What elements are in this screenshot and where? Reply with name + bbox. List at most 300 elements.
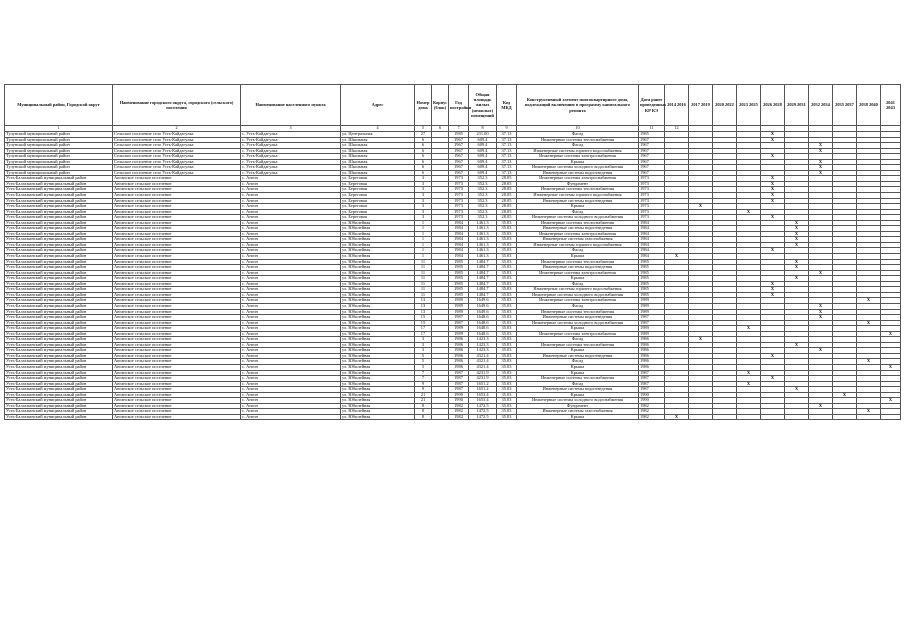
cell-element: Крыша xyxy=(517,364,639,370)
cell-locality: с. Ангон xyxy=(241,270,341,276)
cell-house: 21 xyxy=(415,392,432,398)
cell-settlement: Анганское сельское поселение xyxy=(113,359,241,365)
period-mark: X xyxy=(785,276,809,282)
cell-code: 35.03 xyxy=(497,281,517,287)
cell-element: Инженерные системы горячего водоснабжения xyxy=(517,287,639,293)
cell-year: 1985 xyxy=(449,287,469,293)
cell-year: 1982 xyxy=(449,409,469,415)
cell-date: 1984 xyxy=(639,248,665,254)
cell-date: 1989 xyxy=(639,331,665,337)
cell-street: ул. Юбилейная xyxy=(341,370,415,376)
cell-district: Тулунский муниципальный район xyxy=(5,137,113,143)
cell-code: 35.03 xyxy=(497,265,517,271)
cell-code: 35.03 xyxy=(497,376,517,382)
cell-street: ул. Юбилейная xyxy=(341,242,415,248)
cell-area: 1648.6 xyxy=(469,315,497,321)
cell-district: Усть-Балахманский муниципальный район xyxy=(5,315,113,321)
cell-area: 1484.7 xyxy=(469,281,497,287)
cell-locality: с. Ангон xyxy=(241,181,341,187)
cell-house: 3 xyxy=(415,209,432,215)
period-mark: X xyxy=(785,265,809,271)
cell-year: 1984 xyxy=(449,254,469,260)
cell-element: Крыша xyxy=(517,326,639,332)
cell-house: 3 xyxy=(415,337,432,343)
cell-locality: с. Усть-Кайдагулка xyxy=(241,154,341,160)
period-mark: X xyxy=(689,337,713,343)
cell-date: 1973 xyxy=(639,181,665,187)
cell-district: Усть-Балахманский муниципальный район xyxy=(5,254,113,260)
cell-year: 1986 xyxy=(449,337,469,343)
cell-date: 1987 xyxy=(639,320,665,326)
cell-element: Крыша xyxy=(517,276,639,282)
cell-element: Инженерные системы теплоснабжения xyxy=(517,342,639,348)
cell-element: Инженерные системы холодного водоснабжения xyxy=(517,215,639,221)
period-mark: X xyxy=(761,176,785,182)
period-mark xyxy=(857,414,881,420)
cell-area: 231.00 xyxy=(469,132,497,138)
cell-settlement: Сельское поселение село Усть-Кайдагулка xyxy=(113,170,241,176)
cell-street: ул. Юбилейная xyxy=(341,359,415,365)
cell-date: 1989 xyxy=(639,303,665,309)
period-mark: X xyxy=(761,287,785,293)
cell-code: 28.05 xyxy=(497,181,517,187)
cell-street: ул. Школьная xyxy=(341,170,415,176)
cell-settlement: Анганское сельское поселение xyxy=(113,226,241,232)
cell-locality: с. Ангон xyxy=(241,331,341,337)
cell-area: 609.4 xyxy=(469,170,497,176)
cell-street: ул. Юбилейная xyxy=(341,342,415,348)
cell-district: Усть-Балахманский муниципальный район xyxy=(5,342,113,348)
period-mark: X xyxy=(689,204,713,210)
cell-area: 609.4 xyxy=(469,159,497,165)
cell-area: 1484.7 xyxy=(469,276,497,282)
cell-house: 1 xyxy=(415,237,432,243)
capital-repair-table xyxy=(4,84,901,420)
cell-code: 35.03 xyxy=(497,387,517,393)
cell-house: 9 xyxy=(415,381,432,387)
cell-year: 1990 xyxy=(449,392,469,398)
cell-date: 1985 xyxy=(639,287,665,293)
cell-district: Усть-Балахманский муниципальный район xyxy=(5,370,113,376)
cell-element: Фундамент xyxy=(517,403,639,409)
cell-street: ул. Школьная xyxy=(341,154,415,160)
cell-house: 27 xyxy=(415,132,432,138)
cell-street: ул. Юбилейная xyxy=(341,220,415,226)
cell-area: 1648.6 xyxy=(469,331,497,337)
cell-street: ул. Юбилейная xyxy=(341,348,415,354)
cell-area: 1649.6 xyxy=(469,309,497,315)
cell-code: 37.13 xyxy=(497,137,517,143)
period-mark xyxy=(761,414,785,420)
cell-house: 7 xyxy=(415,376,432,382)
cell-locality: с. Усть-Кайдагулка xyxy=(241,132,341,138)
cell-house: 6 xyxy=(415,159,432,165)
cell-element: Крыша xyxy=(517,348,639,354)
cell-area: 1423.3 xyxy=(469,337,497,343)
column-number: 9 xyxy=(497,126,517,132)
period-mark: X xyxy=(809,148,833,154)
column-number: 2 xyxy=(113,126,241,132)
cell-street: ул. Юбилейная xyxy=(341,364,415,370)
cell-code: 28.05 xyxy=(497,176,517,182)
cell-locality: с. Ангон xyxy=(241,376,341,382)
cell-date: 1987 xyxy=(639,381,665,387)
cell-street: ул. Школьная xyxy=(341,148,415,154)
cell-code: 35.03 xyxy=(497,315,517,321)
cell-element: Инженерные системы электроснабжения xyxy=(517,176,639,182)
cell-settlement: Анганское сельское поселение xyxy=(113,193,241,199)
cell-street: ул. Береговая xyxy=(341,176,415,182)
cell-year: 1987 xyxy=(449,387,469,393)
cell-house: 6 xyxy=(415,165,432,171)
period-mark xyxy=(689,414,713,420)
cell-district: Усть-Балахманский муниципальный район xyxy=(5,409,113,415)
cell-house: 3 xyxy=(415,193,432,199)
cell-house: 17 xyxy=(415,326,432,332)
cell-date: 1973 xyxy=(639,215,665,221)
cell-settlement: Анганское сельское поселение xyxy=(113,187,241,193)
cell-house: 11 xyxy=(415,265,432,271)
cell-locality: с. Ангон xyxy=(241,287,341,293)
period-mark: X xyxy=(857,298,881,304)
cell-area: 352.3 xyxy=(469,209,497,215)
cell-house: 3 xyxy=(415,181,432,187)
cell-year: 1985 xyxy=(449,281,469,287)
cell-year: 1986 xyxy=(449,353,469,359)
table-body xyxy=(5,126,901,420)
cell-element: Крыша xyxy=(517,370,639,376)
cell-year: 1967 xyxy=(449,159,469,165)
cell-district: Усть-Балахманский муниципальный район xyxy=(5,387,113,393)
cell-area: 1423.3 xyxy=(469,348,497,354)
cell-street: ул. Юбилейная xyxy=(341,315,415,321)
cell-code: 35.03 xyxy=(497,292,517,298)
cell-date: 1989 xyxy=(639,298,665,304)
cell-year: 1989 xyxy=(449,326,469,332)
cell-house: 3 xyxy=(415,348,432,354)
cell-code: 28.05 xyxy=(497,187,517,193)
cell-district: Усть-Балахманский муниципальный район xyxy=(5,326,113,332)
cell-year: 1984 xyxy=(449,220,469,226)
period-mark: X xyxy=(761,353,785,359)
cell-house: 11 xyxy=(415,276,432,282)
cell-code: 35.03 xyxy=(497,359,517,365)
cell-area: 1484.7 xyxy=(469,287,497,293)
cell-element: Инженерные системы водоотведения xyxy=(517,353,639,359)
cell-settlement: Анганское сельское поселение xyxy=(113,281,241,287)
column-header: Муниципальный район, Городской округ xyxy=(5,85,113,126)
cell-settlement: Анганское сельское поселение xyxy=(113,204,241,210)
cell-locality: с. Ангон xyxy=(241,259,341,265)
cell-settlement: Анганское сельское поселение xyxy=(113,237,241,243)
cell-district: Усть-Балахманский муниципальный район xyxy=(5,198,113,204)
cell-locality: с. Ангон xyxy=(241,276,341,282)
cell-date: 1986 xyxy=(639,337,665,343)
cell-locality: с. Ангон xyxy=(241,392,341,398)
cell-year: 1985 xyxy=(449,276,469,282)
cell-area: 1461.3 xyxy=(469,220,497,226)
cell-area: 1649.6 xyxy=(469,303,497,309)
cell-district: Усть-Балахманский муниципальный район xyxy=(5,187,113,193)
cell-code: 35.03 xyxy=(497,270,517,276)
cell-year: 1985 xyxy=(449,270,469,276)
cell-element: Крыша xyxy=(517,159,639,165)
cell-code: 35.03 xyxy=(497,392,517,398)
cell-locality: с. Ангон xyxy=(241,359,341,365)
cell-house: 8 xyxy=(415,414,432,420)
cell-street: ул. Юбилейная xyxy=(341,320,415,326)
cell-settlement: Анганское сельское поселение xyxy=(113,276,241,282)
period-mark: X xyxy=(737,209,761,215)
column-header: Корпус (блок) xyxy=(432,85,449,126)
cell-district: Усть-Балахманский муниципальный район xyxy=(5,398,113,404)
cell-element: Инженерные системы электроснабжения xyxy=(517,331,639,337)
cell-street: ул. Береговая xyxy=(341,198,415,204)
cell-house: 6 xyxy=(415,154,432,160)
cell-code: 35.03 xyxy=(497,220,517,226)
column-number: 1 xyxy=(5,126,113,132)
cell-year: 1989 xyxy=(449,303,469,309)
cell-settlement: Анганское сельское поселение xyxy=(113,387,241,393)
cell-street: ул. Школьная xyxy=(341,165,415,171)
cell-area: 352.3 xyxy=(469,198,497,204)
cell-date: 1985 xyxy=(639,276,665,282)
cell-area: 609.4 xyxy=(469,165,497,171)
cell-locality: с. Ангон xyxy=(241,176,341,182)
period-mark xyxy=(833,414,857,420)
cell-house: 1 xyxy=(415,242,432,248)
cell-element: Инженерные системы теплоснабжения xyxy=(517,187,639,193)
cell-district: Усть-Балахманский муниципальный район xyxy=(5,287,113,293)
cell-house: 11 xyxy=(415,259,432,265)
cell-house: 11 xyxy=(415,292,432,298)
cell-settlement: Анганское сельское поселение xyxy=(113,220,241,226)
capital-repair-register-sheet xyxy=(4,84,900,420)
cell-year: 1987 xyxy=(449,320,469,326)
cell-code: 37.13 xyxy=(497,170,517,176)
cell-district: Усть-Балахманский муниципальный район xyxy=(5,209,113,215)
cell-element: Инженерные системы водоотведения xyxy=(517,226,639,232)
cell-date: 1986 xyxy=(639,364,665,370)
cell-year: 1973 xyxy=(449,204,469,210)
cell-code: 35.03 xyxy=(497,403,517,409)
cell-date: 1967 xyxy=(639,159,665,165)
cell-date: 1984 xyxy=(639,226,665,232)
cell-code: 35.03 xyxy=(497,331,517,337)
cell-element: Инженерные системы электроснабжения xyxy=(517,231,639,237)
cell-street: ул. Береговая xyxy=(341,181,415,187)
cell-street: ул. Центральная xyxy=(341,132,415,138)
cell-locality: с. Ангон xyxy=(241,409,341,415)
cell-code: 28.05 xyxy=(497,193,517,199)
cell-street: ул. Юбилейная xyxy=(341,259,415,265)
cell-house: 17 xyxy=(415,331,432,337)
cell-district: Усть-Балахманский муниципальный район xyxy=(5,215,113,221)
cell-settlement: Анганское сельское поселение xyxy=(113,381,241,387)
cell-house: 5 xyxy=(415,353,432,359)
column-header: 2026 2028 xyxy=(761,85,785,126)
cell-district: Усть-Балахманский муниципальный район xyxy=(5,259,113,265)
cell-code: 35.03 xyxy=(497,309,517,315)
period-mark: X xyxy=(761,292,785,298)
cell-locality: с. Ангон xyxy=(241,298,341,304)
cell-element: Инженерные системы теплоснабжения xyxy=(517,220,639,226)
period-mark: X xyxy=(809,270,833,276)
period-mark: X xyxy=(761,187,785,193)
period-mark: X xyxy=(761,137,785,143)
cell-year: 1985 xyxy=(449,132,469,138)
cell-year: 1967 xyxy=(449,170,469,176)
cell-area: 1461.3 xyxy=(469,248,497,254)
cell-street: ул. Юбилейная xyxy=(341,309,415,315)
cell-locality: с. Ангон xyxy=(241,254,341,260)
cell-street: ул. Юбилейная xyxy=(341,331,415,337)
cell-house: 13 xyxy=(415,309,432,315)
cell-settlement: Анганское сельское поселение xyxy=(113,270,241,276)
cell-district: Усть-Балахманский муниципальный район xyxy=(5,276,113,282)
period-mark: X xyxy=(857,409,881,415)
cell-settlement: Анганское сельское поселение xyxy=(113,298,241,304)
cell-element: Фасад xyxy=(517,381,639,387)
table-row xyxy=(5,414,901,420)
column-header: 2035 2037 xyxy=(833,85,857,126)
cell-element: Инженерные системы электроснабжения xyxy=(517,298,639,304)
cell-code: 37.13 xyxy=(497,154,517,160)
cell-element: Инженерные системы холодного водоснабжения xyxy=(517,165,639,171)
cell-year: 1973 xyxy=(449,198,469,204)
cell-date: 1986 xyxy=(639,348,665,354)
cell-settlement: Анганское сельское поселение xyxy=(113,248,241,254)
cell-district: Усть-Балахманский муниципальный район xyxy=(5,270,113,276)
cell-date: 1984 xyxy=(639,237,665,243)
cell-house: 11 xyxy=(415,287,432,293)
cell-area: 1423.3 xyxy=(469,342,497,348)
cell-code: 35.03 xyxy=(497,342,517,348)
cell-year: 1986 xyxy=(449,348,469,354)
cell-house: 15 xyxy=(415,320,432,326)
cell-district: Усть-Балахманский муниципальный район xyxy=(5,292,113,298)
cell-code: 37.13 xyxy=(497,143,517,149)
column-header: Конструктивный элемент многоквартирного дома, подлежащий включению в программу капитального ремонта xyxy=(517,85,639,126)
cell-year: 1982 xyxy=(449,403,469,409)
cell-code: 37.13 xyxy=(497,132,517,138)
cell-date: 1986 xyxy=(639,342,665,348)
cell-date: 1967 xyxy=(639,154,665,160)
cell-street: ул. Юбилейная xyxy=(341,265,415,271)
cell-year: 1987 xyxy=(449,315,469,321)
cell-settlement: Сельское поселение село Усть-Кайдагулка xyxy=(113,154,241,160)
cell-locality: с. Ангон xyxy=(241,326,341,332)
column-header: Год постройки xyxy=(449,85,469,126)
cell-locality: с. Ангон xyxy=(241,370,341,376)
cell-code: 35.03 xyxy=(497,298,517,304)
cell-date: 1973 xyxy=(639,204,665,210)
cell-house: 6 xyxy=(415,148,432,154)
cell-date: 1982 xyxy=(639,409,665,415)
cell-street: ул. Юбилейная xyxy=(341,381,415,387)
cell-element: Фасад xyxy=(517,337,639,343)
cell-district: Усть-Балахманский муниципальный район xyxy=(5,331,113,337)
cell-date: 1985 xyxy=(639,270,665,276)
cell-year: 1987 xyxy=(449,381,469,387)
cell-area: 1484.7 xyxy=(469,270,497,276)
cell-year: 1986 xyxy=(449,359,469,365)
cell-district: Усть-Балахманский муниципальный район xyxy=(5,248,113,254)
cell-year: 1986 xyxy=(449,364,469,370)
cell-element: Инженерные системы теплоснабжения xyxy=(517,259,639,265)
cell-settlement: Анганское сельское поселение xyxy=(113,265,241,271)
cell-year: 1985 xyxy=(449,292,469,298)
cell-area: 1648.6 xyxy=(469,326,497,332)
cell-year: 1987 xyxy=(449,370,469,376)
cell-code: 35.03 xyxy=(497,337,517,343)
cell-district: Усть-Балахманский муниципальный район xyxy=(5,392,113,398)
cell-year: 1989 xyxy=(449,331,469,337)
column-header: Номер дома xyxy=(415,85,432,126)
cell-house: 6 xyxy=(415,170,432,176)
cell-locality: с. Усть-Кайдагулка xyxy=(241,159,341,165)
cell-year: 1984 xyxy=(449,226,469,232)
cell-date: 1989 xyxy=(639,326,665,332)
cell-area: 1472.5 xyxy=(469,403,497,409)
column-header: 2020 2022 xyxy=(713,85,737,126)
cell-area: 1472.5 xyxy=(469,409,497,415)
cell-area: 1461.3 xyxy=(469,254,497,260)
cell-settlement: Сельское поселение село Усть-Кайдагулка xyxy=(113,159,241,165)
cell-area: 352.3 xyxy=(469,215,497,221)
cell-area: 4231.9 xyxy=(469,376,497,382)
cell-settlement: Анганское сельское поселение xyxy=(113,364,241,370)
cell-date: 1984 xyxy=(639,231,665,237)
cell-date: 1973 xyxy=(639,193,665,199)
cell-code: 35.03 xyxy=(497,242,517,248)
cell-area: 1651.2 xyxy=(469,387,497,393)
cell-locality: с. Ангон xyxy=(241,292,341,298)
cell-settlement: Анганское сельское поселение xyxy=(113,176,241,182)
cell-district: Усть-Балахманский муниципальный район xyxy=(5,381,113,387)
cell-house: 13 xyxy=(415,298,432,304)
cell-area: 609.4 xyxy=(469,143,497,149)
cell-date: 1990 xyxy=(639,392,665,398)
cell-settlement: Анганское сельское поселение xyxy=(113,392,241,398)
cell-code: 35.03 xyxy=(497,237,517,243)
cell-date: 1967 xyxy=(639,165,665,171)
cell-element: Инженерные системы водоотведения xyxy=(517,198,639,204)
cell-year: 1987 xyxy=(449,376,469,382)
period-mark: X xyxy=(761,154,785,160)
cell-area: 352.3 xyxy=(469,187,497,193)
cell-code: 37.13 xyxy=(497,159,517,165)
period-mark: X xyxy=(809,303,833,309)
column-header: Адрес xyxy=(341,85,415,126)
cell-house: 1 xyxy=(415,254,432,260)
cell-date: 1967 xyxy=(639,137,665,143)
cell-settlement: Анганское сельское поселение xyxy=(113,215,241,221)
cell-year: 1982 xyxy=(449,414,469,420)
cell-year: 1973 xyxy=(449,215,469,221)
cell-area: 4321.4 xyxy=(469,353,497,359)
cell-locality: с. Усть-Кайдагулка xyxy=(241,148,341,154)
cell-district: Тулунский муниципальный район xyxy=(5,170,113,176)
cell-element: Крыша xyxy=(517,204,639,210)
cell-street: ул. Юбилейная xyxy=(341,403,415,409)
cell-street: ул. Юбилейная xyxy=(341,409,415,415)
cell-locality: с. Ангон xyxy=(241,231,341,237)
cell-settlement: Сельское поселение село Усть-Кайдагулка xyxy=(113,143,241,149)
cell-year: 1967 xyxy=(449,143,469,149)
cell-district: Усть-Балахманский муниципальный район xyxy=(5,348,113,354)
cell-settlement: Анганское сельское поселение xyxy=(113,181,241,187)
